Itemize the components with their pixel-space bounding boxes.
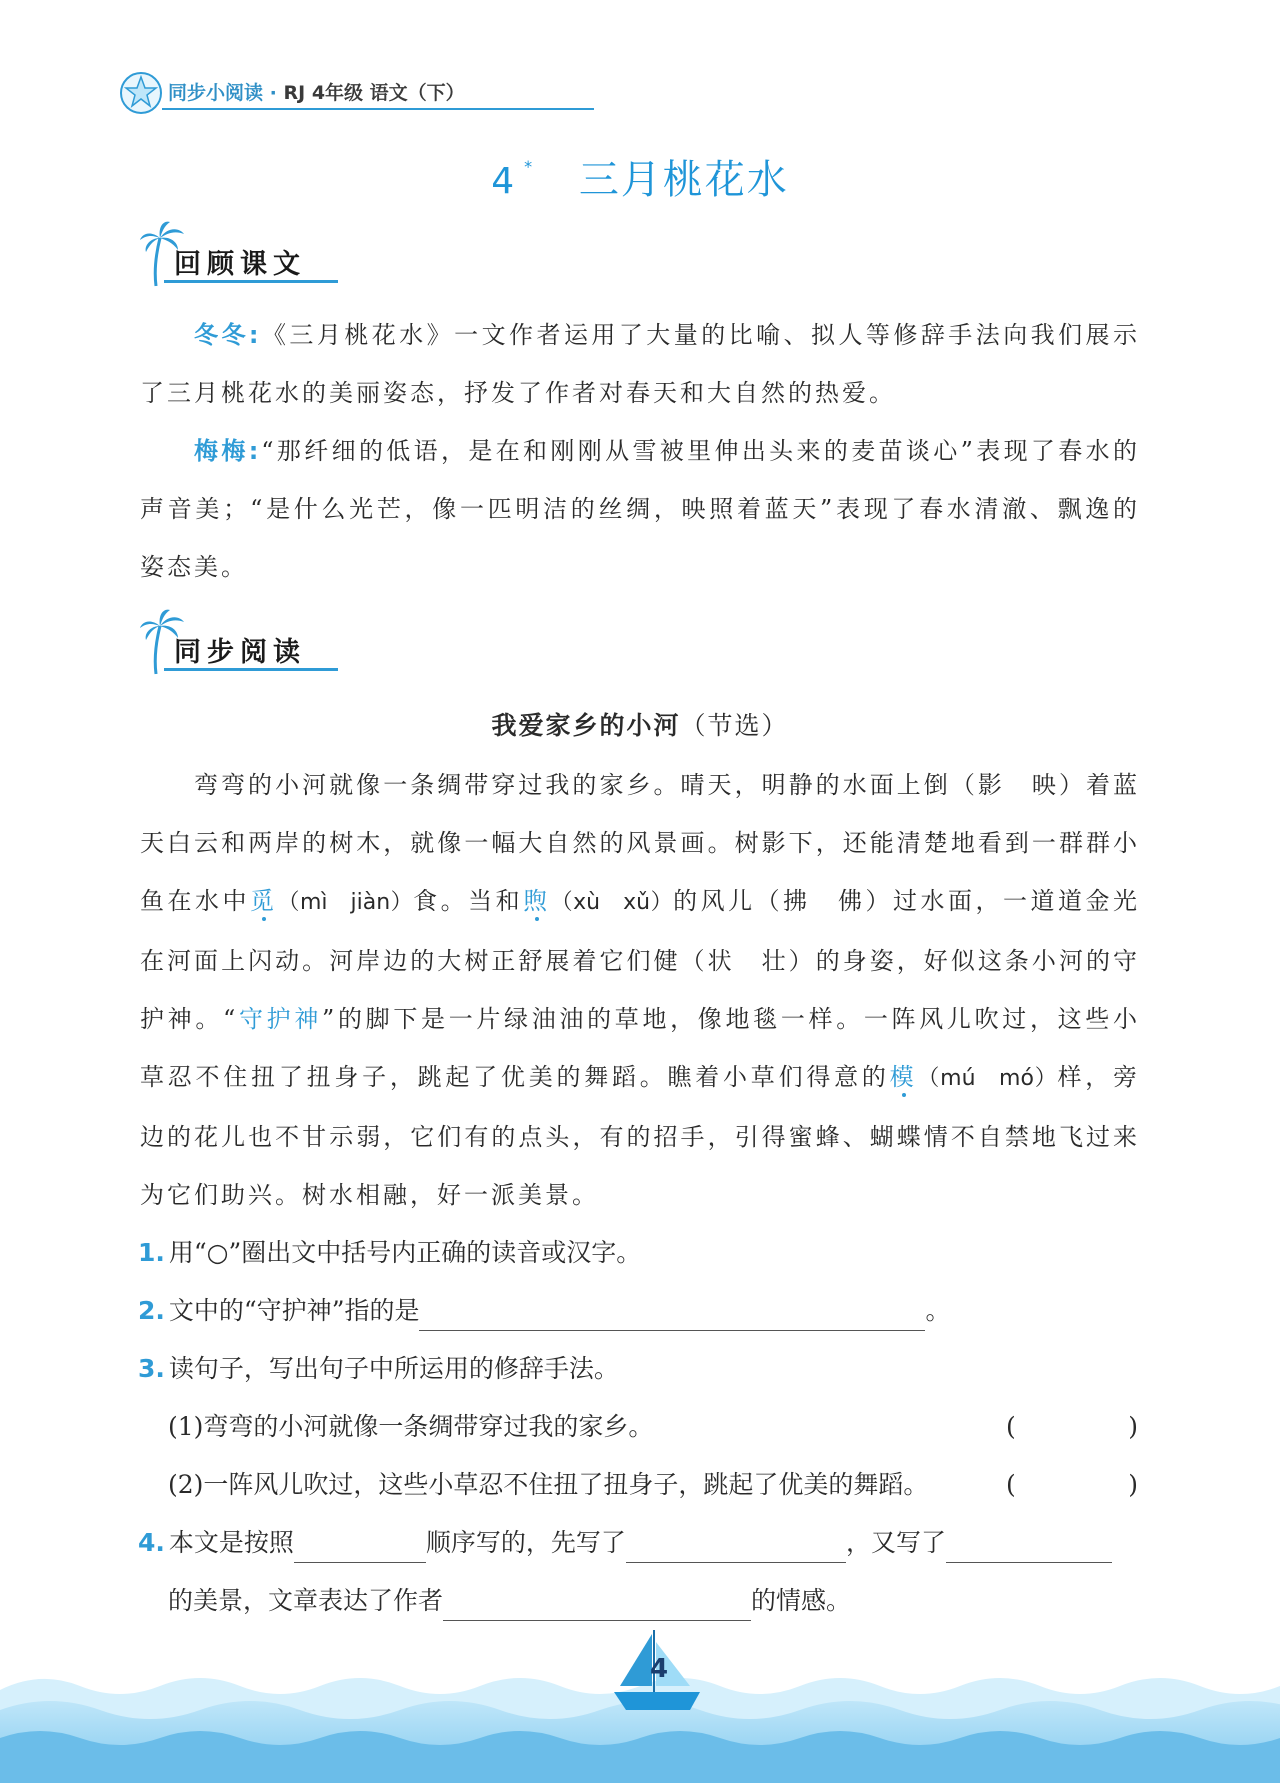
highlight-word: 觅 [249,887,278,915]
answer-paren-close[interactable]: ) [1128,1470,1138,1499]
question-number: 3. [138,1354,165,1383]
header-edition: RJ [283,82,306,104]
lesson-title-text: 三月桃花水 [578,157,789,203]
passage-title [0,706,1280,742]
answer-blank[interactable] [294,1532,426,1563]
pinyin-options: （xù xǔ） [550,890,674,915]
review-paragraph-1 [140,306,1140,422]
header-brand: 同步小阅读 [168,82,264,104]
question-number: 2. [138,1296,165,1325]
answer-blank[interactable] [946,1532,1112,1563]
review-paragraph-2 [140,422,1140,596]
lesson-mark: * [524,157,535,176]
question-4-line-1 [138,1523,1148,1563]
header-grade: 4年级 语文（下） [311,82,465,104]
section-review-underline [164,280,338,283]
sub-question-text: (1)弯弯的小河就像一条绸带穿过我的家乡。 [168,1412,654,1441]
speaker-meimei: 梅梅: [194,437,262,465]
header-separator: · [269,82,277,104]
lesson-number [491,157,535,202]
question-3 [138,1349,1148,1389]
passage-segment: 样，旁边的花儿也不甘示弱，它们有的点头，有的招手，引得蜜蜂、蝴蝶情不自禁地飞过来为它们助兴。树水相融，好一派美景。 [140,1063,1141,1209]
section-review-header [138,220,338,298]
passage-title-text: 我爱家乡的小河 [491,711,681,740]
question-text: 文中的“守护神”指的是 [168,1296,420,1325]
page-header [118,70,478,116]
section-reading-header [138,608,338,686]
header-title [168,78,465,105]
section-review-title: 回顾课文 [174,249,306,280]
question-2 [138,1291,1148,1331]
passage-segment: ”的脚下是一片绿油油的草地，像地毯一样。一阵风儿吹过，这些小草忍不住扭了扭身子，跳起了优美的舞蹈。瞧着小草们得意的 [140,1005,1140,1091]
question-number: 1. [138,1238,165,1267]
lesson-title [0,148,1280,205]
question-text: 的美景，文章表达了作者 [168,1586,444,1615]
question-4-line-2 [168,1581,1178,1621]
question-3-sub-2 [168,1465,1144,1505]
pinyin-options: （mì jiàn） [277,890,414,915]
question-1 [138,1233,1148,1273]
section-reading-title: 同步阅读 [174,637,306,668]
question-text: 本文是按照 [168,1528,294,1557]
question-text: 顺序写的，先写了 [425,1528,626,1557]
sub-question-text: (2)一阵风儿吹过，这些小草忍不住扭了扭身子，跳起了优美的舞蹈。 [168,1470,929,1499]
answer-paren-open[interactable]: ( [1006,1412,1016,1441]
highlight-word: 守护神 [238,1005,323,1033]
highlight-word: 模 [889,1063,918,1091]
question-text: 用“○”圈出文中括号内正确的读音或汉字。 [168,1238,642,1267]
question-text: 的情感。 [751,1586,852,1615]
passage-segment: 的风儿（拂 佛）过水面，一道道金光在河面上闪动。河岸边的大树正舒展着它们健（状 壮）的身姿，好似这条小河的守护神。“ [140,887,1141,1033]
highlight-word: 煦 [523,887,551,915]
review-text-2: “那纤细的低语，是在和刚刚从雪被里伸出头来的麦苗谈心”表现了春水的声音美；“是什么光芒，像一匹明洁的丝绸，映照着蓝天”表现了春水清澈、飘逸的姿态美。 [140,437,1140,581]
answer-blank[interactable] [419,1300,925,1331]
section-reading-underline [164,668,338,671]
header-divider [162,108,594,110]
question-text: ，又写了 [845,1528,946,1557]
question-3-sub-1 [168,1407,1144,1447]
passage-segment: 弯弯的小河就像一条绸带穿过我的家乡。晴天，明静的水面上倒（影 映）着蓝天白云和两岸的树木，就像一幅大自然的风景画。树影下，还能清楚地看到一群群小鱼在水中 [140,771,1140,915]
question-number: 4. [138,1528,165,1557]
answer-paren-close[interactable]: ) [1128,1412,1138,1441]
passage-note: （节选） [680,711,789,740]
page-number: 4 [650,1654,669,1684]
pinyin-options: （mú mó） [917,1066,1058,1091]
answer-blank[interactable] [443,1590,751,1621]
footer-waves [0,1620,1280,1783]
question-text: 读句子，写出句子中所运用的修辞手法。 [168,1354,619,1383]
starfish-logo-icon [118,70,164,116]
answer-blank[interactable] [626,1532,846,1563]
speaker-dongdong: 冬冬: [194,321,262,349]
reading-passage [140,756,1140,1224]
passage-segment: 食。当和 [413,887,524,915]
answer-paren-open[interactable]: ( [1006,1470,1016,1499]
review-text-1: 《三月桃花水》一文作者运用了大量的比喻、拟人等修辞手法向我们展示了三月桃花水的美丽姿态，抒发了作者对春天和大自然的热爱。 [140,321,1140,407]
question-end: 。 [925,1296,951,1325]
lesson-number-text: 4 [491,161,517,202]
